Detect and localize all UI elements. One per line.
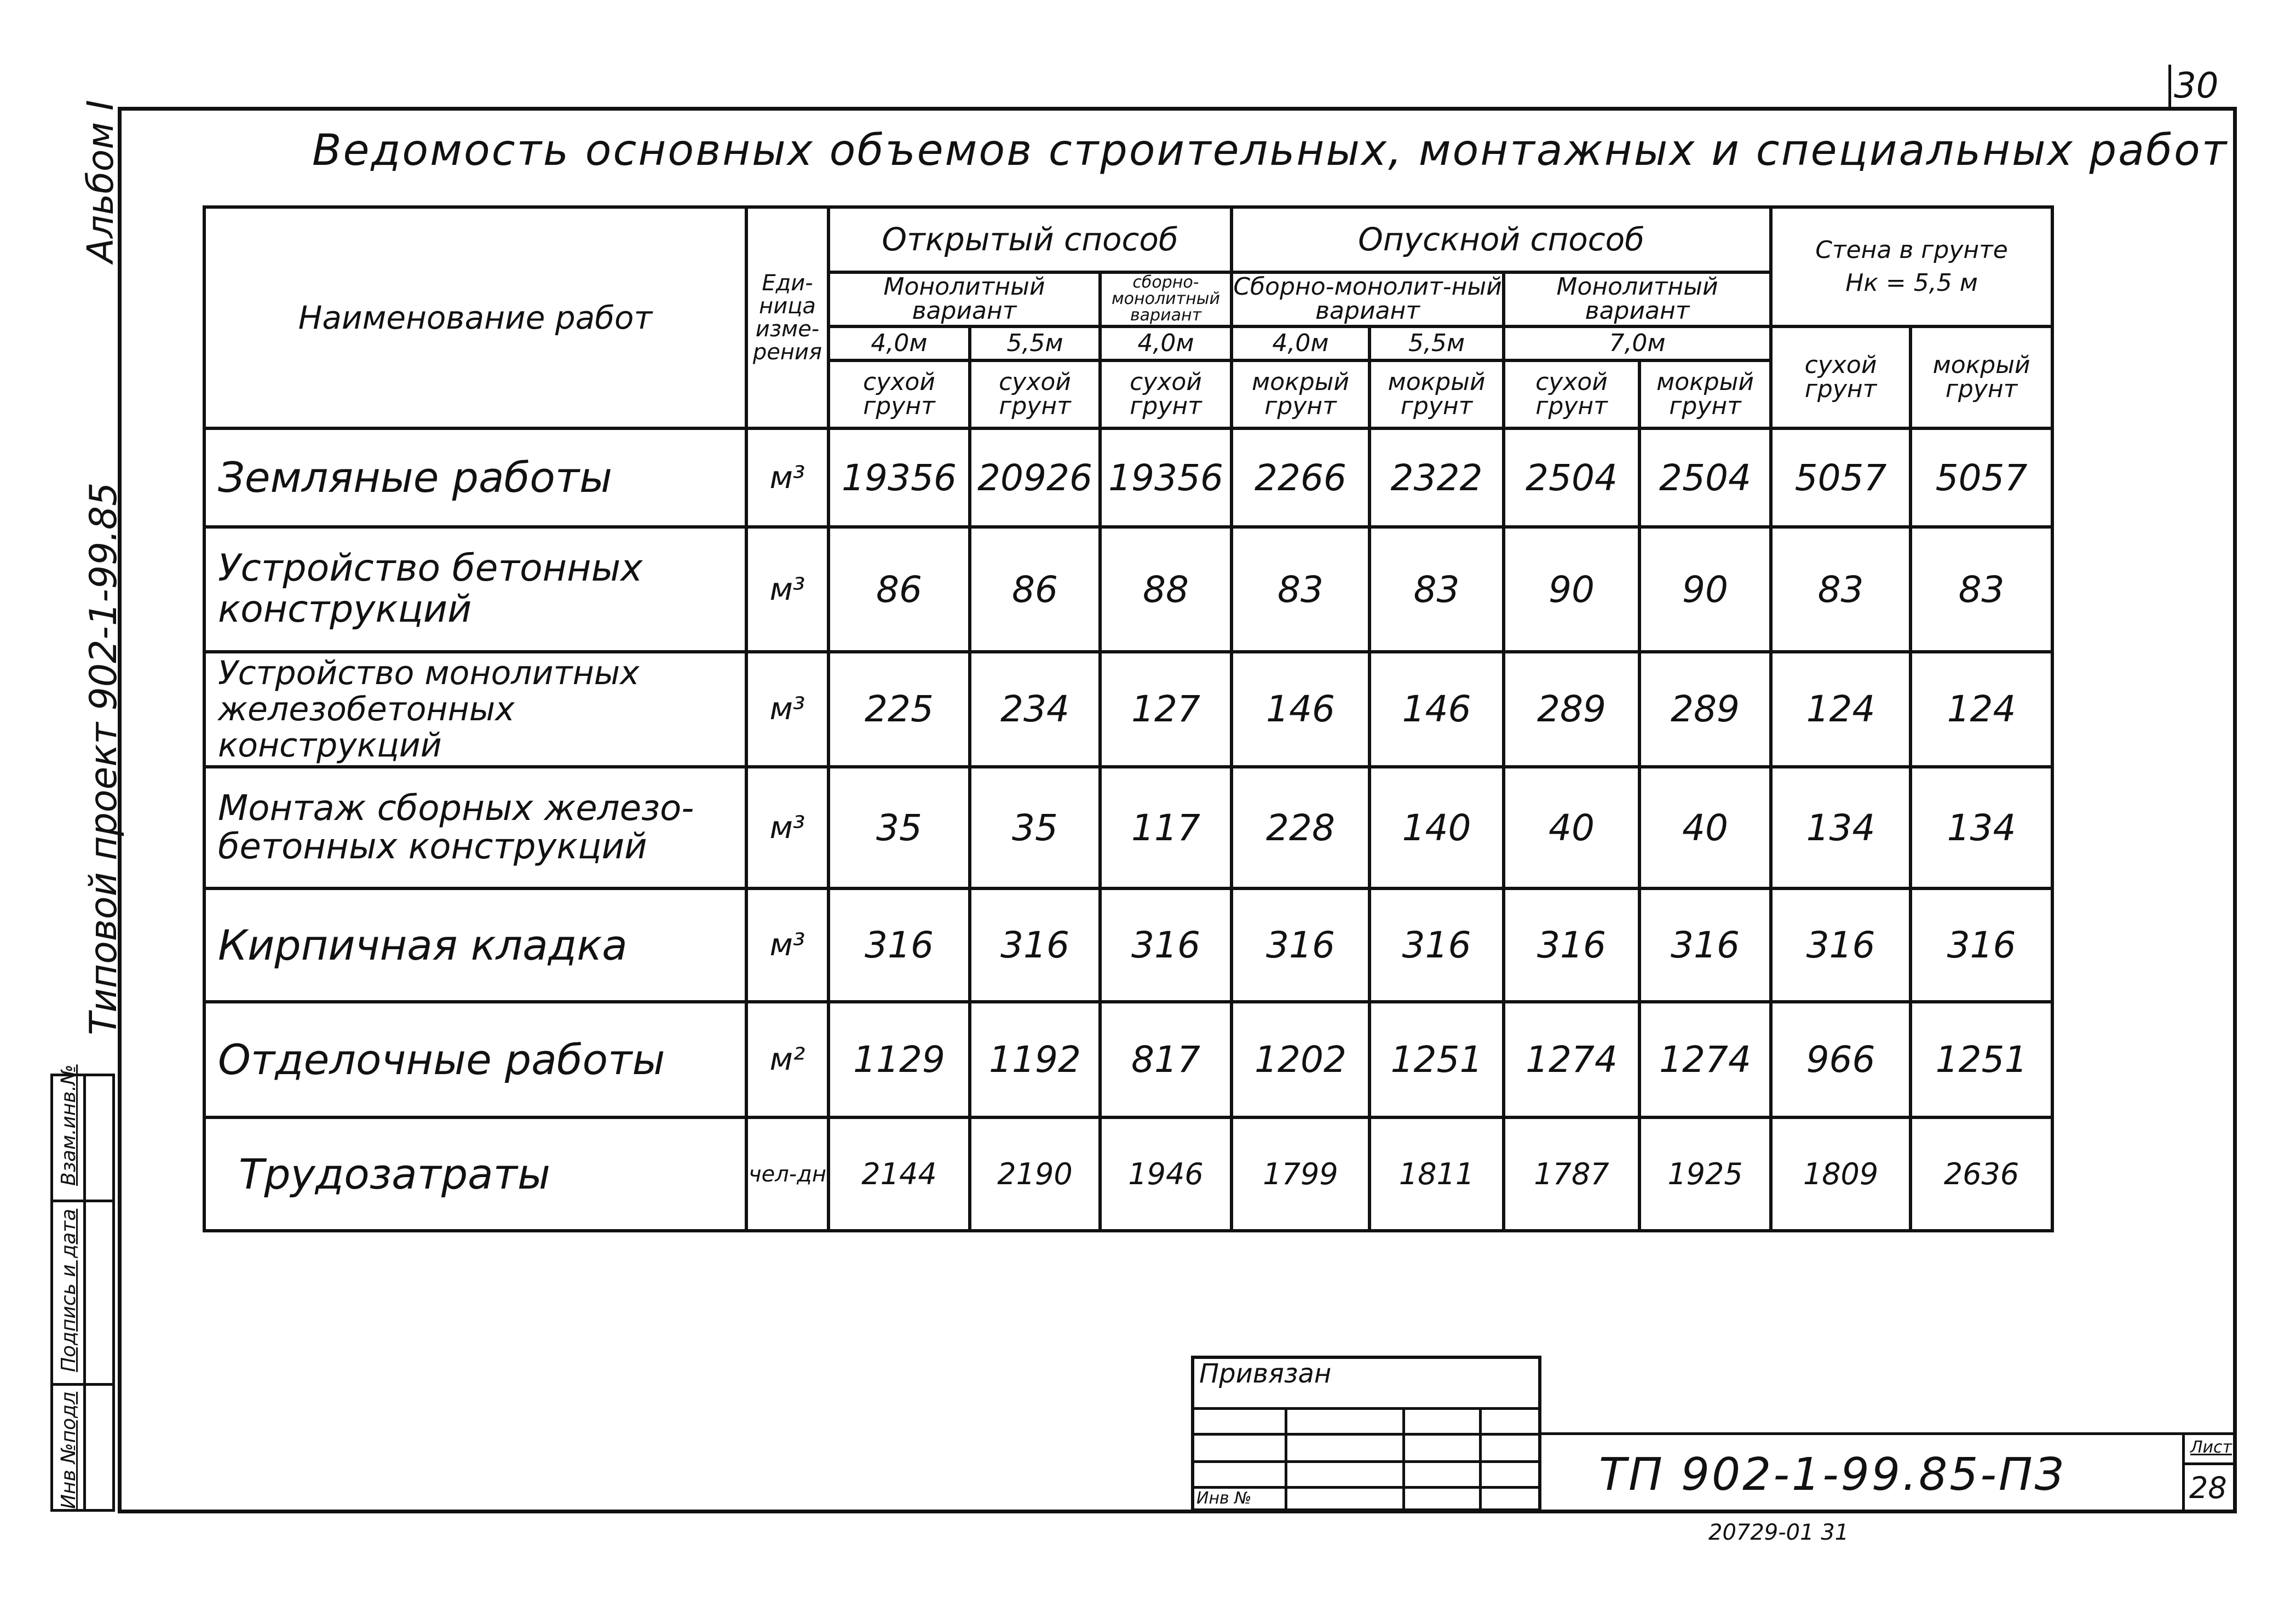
archive-number: 20729-01 31 xyxy=(1708,1520,1849,1545)
value-cell: 1129 xyxy=(828,1002,970,1118)
depth-cell: 7,0м xyxy=(1504,326,1771,360)
project-label: Типовой проект 902-1-99.85 xyxy=(82,482,125,1035)
value-cell: 19356 xyxy=(1100,428,1232,527)
value-cell: 83 xyxy=(1771,527,1911,651)
value-cell: 90 xyxy=(1504,527,1639,651)
value-cell: 289 xyxy=(1504,652,1639,767)
row-unit: м² xyxy=(746,1002,828,1118)
header-slurry-wall xyxy=(1771,207,2052,326)
value-cell: 1811 xyxy=(1369,1117,1504,1231)
value-cell: 817 xyxy=(1100,1002,1232,1118)
value-cell: 1787 xyxy=(1504,1117,1639,1231)
row-unit: м³ xyxy=(746,652,828,767)
value-cell: 127 xyxy=(1100,652,1232,767)
row-unit: м³ xyxy=(746,888,828,1002)
stamp-sign-date: Подпись и дата xyxy=(57,1208,80,1372)
sheet-label: Лист xyxy=(2190,1438,2232,1457)
value-cell: 234 xyxy=(970,652,1100,767)
value-cell: 1799 xyxy=(1232,1117,1369,1231)
document-code: ТП 902-1-99.85-ПЗ xyxy=(1599,1449,2066,1501)
value-cell: 146 xyxy=(1232,652,1369,767)
value-cell: 86 xyxy=(828,527,970,651)
soil-type-cell: мокрый грунт xyxy=(1369,360,1504,428)
document-title: Ведомость основных объемов строительных, монтажных и специальных работ xyxy=(312,126,2229,175)
table-row xyxy=(204,888,2052,1002)
header-open-method: Открытый способ xyxy=(828,207,1232,272)
row-unit: чел-дн xyxy=(746,1117,828,1231)
value-cell: 83 xyxy=(1911,527,2052,651)
value-cell: 146 xyxy=(1369,652,1504,767)
value-cell: 316 xyxy=(1232,888,1369,1002)
soil-type-cell: мокрый грунт xyxy=(1911,326,2052,428)
stamp-inv-orig: Инв №подл xyxy=(57,1391,80,1509)
sheet-number: 28 xyxy=(2189,1471,2227,1505)
value-cell: 134 xyxy=(1771,767,1911,888)
value-cell: 316 xyxy=(1504,888,1639,1002)
value-cell: 228 xyxy=(1232,767,1369,888)
value-cell: 40 xyxy=(1504,767,1639,888)
header-precast-monolithic-small: сборно-монолитный вариант xyxy=(1100,272,1232,326)
value-cell: 316 xyxy=(1911,888,2052,1002)
table-row xyxy=(204,428,2052,527)
row-name: Устройство бетонных конструкций xyxy=(204,527,746,651)
value-cell: 1946 xyxy=(1100,1117,1232,1231)
value-cell: 134 xyxy=(1911,767,2052,888)
value-cell: 316 xyxy=(970,888,1100,1002)
value-cell: 1251 xyxy=(1911,1002,2052,1118)
value-cell: 83 xyxy=(1232,527,1369,651)
value-cell: 19356 xyxy=(828,428,970,527)
row-name: Монтаж сборных железо-бетонных конструкций xyxy=(204,767,746,888)
soil-type-cell: сухой грунт xyxy=(1100,360,1232,428)
row-name: Отделочные работы xyxy=(204,1002,746,1118)
value-cell: 2636 xyxy=(1911,1117,2052,1231)
soil-type-cell: мокрый грунт xyxy=(1232,360,1369,428)
value-cell: 20926 xyxy=(970,428,1100,527)
bound-label: Привязан xyxy=(1199,1358,1332,1389)
soil-type-cell: сухой грунт xyxy=(1771,326,1911,428)
value-cell: 140 xyxy=(1369,767,1504,888)
value-cell: 316 xyxy=(1369,888,1504,1002)
row-name: Кирпичная кладка xyxy=(204,888,746,1002)
table-row xyxy=(204,767,2052,888)
value-cell: 35 xyxy=(970,767,1100,888)
value-cell: 316 xyxy=(1771,888,1911,1002)
stamp-column xyxy=(50,1064,115,1512)
value-cell: 1192 xyxy=(970,1002,1100,1118)
album-label: Альбом I xyxy=(79,100,122,263)
value-cell: 124 xyxy=(1771,652,1911,767)
depth-cell: 4,0м xyxy=(828,326,970,360)
header-slurry-wall-hk: Нк = 5,5 м xyxy=(1845,268,1978,297)
value-cell: 2504 xyxy=(1639,428,1771,527)
value-cell: 1274 xyxy=(1639,1002,1771,1118)
header-work-name: Наименование работ xyxy=(204,207,746,428)
stamp-replace-inv: Взам.инв.№ xyxy=(57,1064,80,1186)
value-cell: 86 xyxy=(970,527,1100,651)
value-cell: 316 xyxy=(828,888,970,1002)
header-unit: Еди-ница изме-рения xyxy=(746,207,828,428)
value-cell: 2322 xyxy=(1369,428,1504,527)
header-precast-monolithic: Сборно-монолит-ный вариант xyxy=(1232,272,1504,326)
table-row xyxy=(204,1117,2052,1231)
soil-type-cell: сухой грунт xyxy=(828,360,970,428)
value-cell: 966 xyxy=(1771,1002,1911,1118)
soil-type-cell: сухой грунт xyxy=(970,360,1100,428)
value-cell: 124 xyxy=(1911,652,2052,767)
value-cell: 225 xyxy=(828,652,970,767)
page-number: 30 xyxy=(2174,66,2219,106)
value-cell: 1809 xyxy=(1771,1117,1911,1231)
value-cell: 2144 xyxy=(828,1117,970,1231)
value-cell: 2504 xyxy=(1504,428,1639,527)
value-cell: 289 xyxy=(1639,652,1771,767)
value-cell: 2190 xyxy=(970,1117,1100,1231)
table-row xyxy=(204,652,2052,767)
works-volume-table xyxy=(203,205,2054,1232)
row-name: Земляные работы xyxy=(204,428,746,527)
inv-no-label: Инв № xyxy=(1196,1489,1252,1508)
row-name: Трудозатраты xyxy=(204,1117,746,1231)
value-cell: 35 xyxy=(828,767,970,888)
value-cell: 88 xyxy=(1100,527,1232,651)
depth-cell: 5,5м xyxy=(970,326,1100,360)
row-unit: м³ xyxy=(746,527,828,651)
soil-type-cell: мокрый грунт xyxy=(1639,360,1771,428)
value-cell: 1274 xyxy=(1504,1002,1639,1118)
value-cell: 5057 xyxy=(1911,428,2052,527)
row-unit: м³ xyxy=(746,767,828,888)
header-monolithic-variant-2: Монолитный вариант xyxy=(1504,272,1771,326)
value-cell: 40 xyxy=(1639,767,1771,888)
depth-cell: 4,0м xyxy=(1100,326,1232,360)
value-cell: 316 xyxy=(1639,888,1771,1002)
row-unit: м³ xyxy=(746,428,828,527)
value-cell: 1202 xyxy=(1232,1002,1369,1118)
page-number-divider xyxy=(2168,65,2171,108)
header-sunk-method: Опускной способ xyxy=(1232,207,1771,272)
title-block-divider xyxy=(1541,1432,2237,1435)
value-cell: 316 xyxy=(1100,888,1232,1002)
value-cell: 2266 xyxy=(1232,428,1369,527)
value-cell: 117 xyxy=(1100,767,1232,888)
table-row xyxy=(204,1002,2052,1118)
value-cell: 1251 xyxy=(1369,1002,1504,1118)
header-slurry-wall-label: Стена в грунте xyxy=(1815,236,2008,264)
header-monolithic-variant: Монолитный вариант xyxy=(828,272,1100,326)
table-row xyxy=(204,527,2052,651)
depth-cell: 4,0м xyxy=(1232,326,1369,360)
value-cell: 5057 xyxy=(1771,428,1911,527)
depth-cell: 5,5м xyxy=(1369,326,1504,360)
value-cell: 90 xyxy=(1639,527,1771,651)
value-cell: 83 xyxy=(1369,527,1504,651)
row-name: Устройство монолитных железобетонных конструкций xyxy=(204,652,746,767)
soil-type-cell: сухой грунт xyxy=(1504,360,1639,428)
value-cell: 1925 xyxy=(1639,1117,1771,1231)
